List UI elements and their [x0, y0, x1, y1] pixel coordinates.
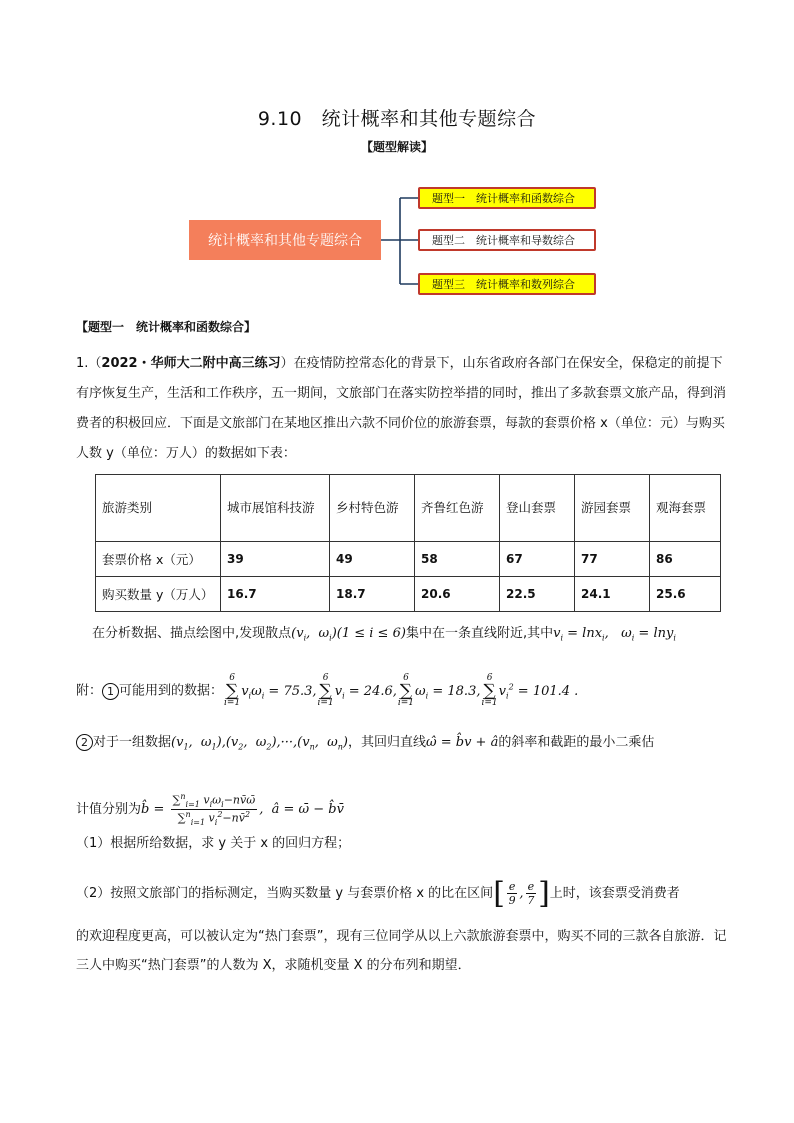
formula-point: ($v_i$, $\omega_i$): [291, 626, 337, 643]
table-row: [96, 542, 721, 577]
mindmap-root: 统计概率和其他专题综合: [189, 220, 381, 260]
formula-regression: ω̂ = b̂v + â: [426, 735, 499, 750]
page-title: 9.10 统计概率和其他专题综合: [257, 108, 537, 130]
table-header-cell: 城市展馆科技游: [221, 475, 330, 542]
given-data-line: [76, 674, 578, 708]
circle-two-icon: 2: [76, 734, 93, 751]
question-intro: [76, 349, 726, 469]
question-number: 1.（: [76, 356, 102, 371]
formula-e-over-7: $\frac{e}{7}$: [527, 880, 535, 907]
table-cell: 86: [650, 542, 721, 577]
table-header-cell: 观海套票: [650, 475, 721, 542]
scatter-text-mid: 集中在一条直线附近,其中: [405, 626, 554, 641]
formula-sum-vw: $v_i\omega_i = 75.3$,: [241, 683, 317, 701]
table-cell: 77: [575, 542, 650, 577]
mindmap-connectors: [0, 0, 794, 320]
reg-prefix: 对于一组数据: [93, 735, 172, 750]
formula-e-over-9: $\frac{e}{9}$: [508, 880, 516, 907]
mindmap-branch-3: 题型三 统计概率和数列综合: [418, 273, 596, 295]
part-1: （1）根据所给数据，求 y 关于 x 的回归方程；: [76, 836, 351, 851]
part-2-continued: 的欢迎程度更高，可以被认定为“热门套票”，现有三位同学从以上六款旅游套票中，购买不同的三款各自旅游．记三人中购买“热门套票”的人数为 X，求随机变量 X 的分布列和期望．: [76, 929, 727, 973]
table-cell: 20.6: [415, 577, 500, 612]
est-prefix: 计值分别为: [76, 801, 142, 817]
mindmap-branch-1: 题型一 统计概率和函数综合: [418, 187, 596, 209]
formula-fraction: $\frac{\sum^n_{i=1} v_i\omega_i-nv̄\omegā}{\sum^n_{i=1} v_i^2-nv̄^2}$: [172, 792, 256, 827]
formula-data-pairs: ($v_1$, $\omega_1),(v_2$, $\omega_2),\cdot\cdot\cdot,(v_n$, $\omega_n$): [171, 735, 348, 752]
estimate-formula-line: [76, 792, 344, 827]
table-header-row: [96, 475, 721, 542]
formula-a-hat: , â = ω̄ − b̂v̄: [259, 801, 344, 817]
given-prefix: 附：: [76, 683, 103, 699]
table-row: [96, 577, 721, 612]
table-cell: 25.6: [650, 577, 721, 612]
reg-mid: ，其回归直线: [347, 735, 426, 750]
part-2: （2）按照文旅部门的指标测定，当购买数量 y 与套票价格 x 的比在区间[ $\frac{e}{9}$ , $\frac{e}{7}$ ]上时，该套票受消费者: [76, 876, 680, 911]
formula-range: (1 ≤ i ≤ 6): [336, 626, 406, 641]
table-header-cell: 旅游类别: [96, 475, 221, 542]
formula-sum-v: $v_i = 24.6$,: [334, 683, 397, 701]
table-row-label: 购买数量 y（万人）: [96, 577, 221, 612]
table-header-cell: 游园套票: [575, 475, 650, 542]
sum-symbol: 6 ∑ i=1: [481, 673, 498, 708]
section-heading: 【题型一 统计概率和函数综合】: [76, 320, 257, 334]
formula-sum-w: $\omega_i = 18.3$,: [415, 683, 481, 701]
formula-b-hat: b̂ =: [141, 801, 169, 817]
formula-interval: [: [493, 876, 505, 911]
given-label: 可能用到的数据：: [119, 683, 224, 699]
table-header-cell: 登山套票: [500, 475, 575, 542]
question-source: 2022・华师大二附中高三练习: [101, 356, 281, 371]
table-cell: 22.5: [500, 577, 575, 612]
question-text: ）在疫情防控常态化的背景下，山东省政府各部门在保安全，保稳定的前提下有序恢复生产，生活和工作秩序，五一期间，文旅部门在落实防控举措的同时，推出了多款套票文旅产品，得到消费者的积极回应．下面是文旅部门在某地区推出六款不同价位的旅游套票，每款的套票价格 x（单位：元）与购买人数 y（单位：万人）的数据如下表：: [76, 356, 727, 461]
table-cell: 39: [221, 542, 330, 577]
table-cell: 58: [415, 542, 500, 577]
sum-symbol: 6 ∑ i=1: [224, 673, 241, 708]
table-cell: 16.7: [221, 577, 330, 612]
part2-suffix: 上时，该套票受消费者: [549, 886, 680, 901]
sum-symbol: 6 ∑ i=1: [317, 673, 334, 708]
table-cell: 49: [330, 542, 415, 577]
table-cell: 67: [500, 542, 575, 577]
formula-sum-v2: $v_i^2 = 101.4$ .: [498, 682, 579, 701]
mindmap-branch-2: 题型二 统计概率和导数综合: [418, 229, 596, 251]
formula-definitions: $v_i = \ln x_i$, $\omega_i = \ln y_i$: [553, 626, 676, 643]
table-row-label: 套票价格 x（元）: [96, 542, 221, 577]
table-cell: 24.1: [575, 577, 650, 612]
regression-line-text: [76, 731, 654, 752]
reg-suffix: 的斜率和截距的最小二乘估: [498, 735, 655, 750]
part2-prefix: （2）按照文旅部门的指标测定，当购买数量 y 与套票价格 x 的比在区间: [76, 886, 494, 901]
page-subtitle: 【题型解读】: [360, 140, 433, 154]
scatter-text: 在分析数据、描点绘图中,发现散点: [92, 626, 292, 641]
formula-interval-close: ]: [538, 876, 550, 911]
circle-one-icon: 1: [102, 683, 119, 700]
sum-symbol: 6 ∑ i=1: [397, 673, 415, 708]
table-header-cell: 乡村特色游: [330, 475, 415, 542]
table-header-cell: 齐鲁红色游: [415, 475, 500, 542]
scatter-description: [92, 622, 676, 643]
table-cell: 18.7: [330, 577, 415, 612]
data-table: [95, 474, 721, 612]
